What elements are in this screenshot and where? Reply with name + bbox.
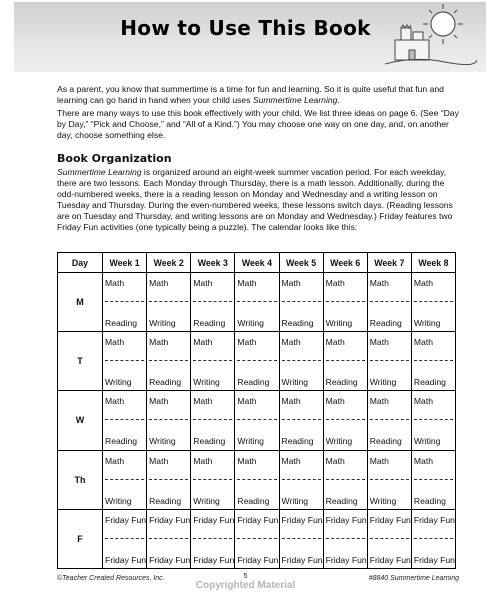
calendar-day-row <box>58 450 456 509</box>
day-label: T <box>58 332 103 391</box>
column-header-week: Week 6 <box>323 253 367 273</box>
first-lesson: Math <box>193 278 213 289</box>
second-lesson: Reading <box>325 495 358 506</box>
calendar-cell <box>411 450 455 509</box>
calendar-cell <box>235 273 279 332</box>
calendar-cell <box>103 450 147 509</box>
calendar-cell <box>147 332 191 391</box>
calendar-day-row <box>58 509 456 568</box>
calendar-cell <box>191 391 235 450</box>
calendar-cell <box>323 450 367 509</box>
column-header-week: Week 5 <box>279 253 323 273</box>
first-lesson: Math <box>369 455 389 466</box>
dashed-divider <box>105 360 144 361</box>
calendar-cell <box>191 509 235 568</box>
first-lesson: Math <box>237 455 257 466</box>
first-lesson: Math <box>281 278 301 289</box>
dashed-divider <box>370 360 409 361</box>
first-lesson: Math <box>237 337 257 348</box>
dashed-divider <box>105 301 144 302</box>
footer-copyright: ©Teacher Created Resources, Inc. <box>57 575 165 582</box>
column-header-week: Week 1 <box>103 253 147 273</box>
second-lesson: Friday Fun <box>105 554 147 565</box>
first-lesson: Friday Fun <box>281 514 323 525</box>
second-lesson: Writing <box>149 436 176 447</box>
second-lesson: Reading <box>369 436 402 447</box>
first-lesson: Math <box>369 396 389 407</box>
calendar-cell <box>323 332 367 391</box>
first-lesson: Friday Fun <box>149 514 191 525</box>
calendar-cell <box>323 509 367 568</box>
dashed-divider <box>237 301 276 302</box>
first-lesson: Math <box>281 455 301 466</box>
calendar-cell <box>103 391 147 450</box>
column-header-week: Week 7 <box>367 253 411 273</box>
calendar-cell <box>367 273 411 332</box>
second-lesson: Friday Fun <box>149 554 191 565</box>
calendar-cell <box>147 509 191 568</box>
calendar-cell <box>235 450 279 509</box>
sandcastle-icon <box>385 25 477 65</box>
first-lesson: Math <box>149 455 169 466</box>
dashed-divider <box>237 419 276 420</box>
dashed-divider <box>414 479 453 480</box>
first-lesson: Math <box>369 337 389 348</box>
second-lesson: Reading <box>149 495 182 506</box>
dashed-divider <box>414 360 453 361</box>
intro-paragraph-2: There are many ways to use this book effectively with your child. We list three ideas on page 6. (See “Day by Day,” “Pick and Choose,” and “All of a Kind.”) You may choose one way on one day, and, on another day, choose something else. <box>57 108 459 140</box>
first-lesson: Math <box>413 396 433 407</box>
sun-icon <box>423 4 463 44</box>
second-lesson: Writing <box>413 318 441 329</box>
dashed-divider <box>282 419 321 420</box>
intro-paragraph-1: As a parent, you know that summertime is a time for fun and learning. So it is quite useful that fun and learning can go hand in hand when your child uses Summertime Learning. <box>57 84 444 105</box>
dashed-divider <box>193 479 232 480</box>
second-lesson: Reading <box>325 377 358 388</box>
second-lesson: Reading <box>369 318 402 329</box>
column-header-week: Week 4 <box>235 253 279 273</box>
column-header-week: Week 8 <box>411 253 455 273</box>
dashed-divider <box>105 479 144 480</box>
dashed-divider <box>282 360 321 361</box>
second-lesson: Reading <box>149 377 182 388</box>
second-lesson: Writing <box>369 495 397 506</box>
second-lesson: Writing <box>193 495 220 506</box>
calendar-cell <box>147 273 191 332</box>
second-lesson: Friday Fun <box>237 554 279 565</box>
second-lesson: Writing <box>281 495 309 506</box>
calendar-cell <box>367 450 411 509</box>
calendar-cell <box>235 391 279 450</box>
sandcastle-sun-illustration <box>385 2 477 68</box>
calendar-cell <box>411 332 455 391</box>
calendar-day-row <box>58 391 456 450</box>
day-label: Th <box>58 450 103 509</box>
first-lesson: Friday Fun <box>413 514 455 525</box>
first-lesson: Math <box>237 278 257 289</box>
calendar-cell <box>367 332 411 391</box>
calendar-cell <box>191 273 235 332</box>
second-lesson: Writing <box>237 436 264 447</box>
calendar-cell <box>103 332 147 391</box>
calendar-cell <box>103 273 147 332</box>
dashed-divider <box>282 538 321 539</box>
calendar-cell <box>367 509 411 568</box>
second-lesson: Writing <box>105 495 132 506</box>
dashed-divider <box>326 419 365 420</box>
dashed-divider <box>149 538 188 539</box>
second-lesson: Reading <box>281 318 314 329</box>
second-lesson: Reading <box>105 436 138 447</box>
calendar-cell <box>103 509 147 568</box>
second-lesson: Reading <box>193 318 226 329</box>
first-lesson: Math <box>413 278 433 289</box>
dashed-divider <box>149 479 188 480</box>
second-lesson: Writing <box>325 318 353 329</box>
page-number: 5 <box>243 573 248 580</box>
first-lesson: Math <box>325 337 345 348</box>
footer-product-code: #8840 Summertime Learning <box>368 575 459 582</box>
first-lesson: Math <box>281 396 301 407</box>
first-lesson: Math <box>105 337 125 348</box>
calendar-cell <box>279 391 323 450</box>
calendar-cell <box>367 391 411 450</box>
dashed-divider <box>326 360 365 361</box>
weekly-calendar-table <box>57 252 456 569</box>
dashed-divider <box>326 301 365 302</box>
first-lesson: Math <box>281 337 301 348</box>
first-lesson: Math <box>325 455 345 466</box>
calendar-cell <box>235 509 279 568</box>
dashed-divider <box>414 301 453 302</box>
first-lesson: Math <box>413 337 433 348</box>
first-lesson: Math <box>369 278 389 289</box>
dashed-divider <box>414 419 453 420</box>
first-lesson: Friday Fun <box>193 514 235 525</box>
second-lesson: Friday Fun <box>369 554 411 565</box>
calendar-day-row <box>58 332 456 391</box>
page-title: How to Use This Book <box>120 16 371 40</box>
first-lesson: Math <box>149 278 169 289</box>
first-lesson: Math <box>149 337 169 348</box>
calendar-cell <box>191 450 235 509</box>
first-lesson: Math <box>325 278 345 289</box>
first-lesson: Math <box>413 455 433 466</box>
dashed-divider <box>193 301 232 302</box>
organization-paragraph: Summertime Learning is organized around an eight-week summer vacation period. For each weekday, there are two lessons. Each Monday through Thursday, there is a math lesson. Additionally, during the odd-numbered weeks, there is a reading lesson on Monday and Wednesday and a writing lesson on Tuesday and Thursday. During the even-numbered weeks, these lessons switch days. (Reading lessons are on Tuesday and Thursday, and writing lessons are on Monday and Wednesday.) Friday features two Friday Fun activities (one typically being a puzzle). The calendar looks like this: <box>57 167 453 232</box>
section-heading-book-organization: Book Organization <box>57 152 172 165</box>
second-lesson: Reading <box>413 377 446 388</box>
first-lesson: Math <box>149 396 169 407</box>
dashed-divider <box>414 538 453 539</box>
second-lesson: Reading <box>281 436 314 447</box>
calendar-day-row <box>58 273 456 332</box>
first-lesson: Friday Fun <box>105 514 147 525</box>
dashed-divider <box>237 538 276 539</box>
calendar-cell <box>323 391 367 450</box>
first-lesson: Math <box>105 278 125 289</box>
dashed-divider <box>237 360 276 361</box>
calendar-cell <box>279 450 323 509</box>
calendar-cell <box>147 450 191 509</box>
dashed-divider <box>149 301 188 302</box>
second-lesson: Reading <box>413 495 446 506</box>
calendar-cell <box>147 391 191 450</box>
second-lesson: Writing <box>325 436 353 447</box>
copyright-watermark: Copyrighted Material <box>195 580 296 591</box>
column-header-day: Day <box>58 253 103 273</box>
first-lesson: Math <box>193 396 213 407</box>
calendar-cell <box>411 509 455 568</box>
second-lesson: Writing <box>281 377 309 388</box>
dashed-divider <box>237 479 276 480</box>
calendar-cell <box>191 332 235 391</box>
dashed-divider <box>193 538 232 539</box>
first-lesson: Math <box>237 396 257 407</box>
day-label: M <box>58 273 103 332</box>
second-lesson: Reading <box>105 318 138 329</box>
dashed-divider <box>193 360 232 361</box>
dashed-divider <box>282 479 321 480</box>
calendar-cell <box>411 391 455 450</box>
calendar-cell <box>279 332 323 391</box>
column-header-week: Week 3 <box>191 253 235 273</box>
first-lesson: Math <box>193 337 213 348</box>
calendar-cell <box>279 509 323 568</box>
dashed-divider <box>282 301 321 302</box>
second-lesson: Friday Fun <box>281 554 323 565</box>
dashed-divider <box>193 419 232 420</box>
dashed-divider <box>370 419 409 420</box>
dashed-divider <box>370 479 409 480</box>
second-lesson: Writing <box>193 377 220 388</box>
dashed-divider <box>105 538 144 539</box>
first-lesson: Friday Fun <box>325 514 367 525</box>
second-lesson: Friday Fun <box>325 554 367 565</box>
second-lesson: Reading <box>237 495 270 506</box>
second-lesson: Writing <box>237 318 264 329</box>
second-lesson: Writing <box>149 318 176 329</box>
calendar-cell <box>279 273 323 332</box>
first-lesson: Friday Fun <box>237 514 279 525</box>
dashed-divider <box>370 301 409 302</box>
second-lesson: Reading <box>237 377 270 388</box>
column-header-week: Week 2 <box>147 253 191 273</box>
first-lesson: Math <box>105 396 125 407</box>
dashed-divider <box>326 538 365 539</box>
calendar-cell <box>235 332 279 391</box>
second-lesson: Writing <box>105 377 132 388</box>
dashed-divider <box>370 538 409 539</box>
calendar-cell <box>411 273 455 332</box>
second-lesson: Reading <box>193 436 226 447</box>
first-lesson: Friday Fun <box>369 514 411 525</box>
second-lesson: Writing <box>413 436 441 447</box>
day-label: W <box>58 391 103 450</box>
second-lesson: Writing <box>369 377 397 388</box>
first-lesson: Math <box>325 396 345 407</box>
first-lesson: Math <box>193 455 213 466</box>
dashed-divider <box>105 419 144 420</box>
dashed-divider <box>149 360 188 361</box>
second-lesson: Friday Fun <box>193 554 235 565</box>
first-lesson: Math <box>105 455 125 466</box>
second-lesson: Friday Fun <box>413 554 455 565</box>
day-label: F <box>58 509 103 568</box>
calendar-cell <box>323 273 367 332</box>
dashed-divider <box>326 479 365 480</box>
dashed-divider <box>149 419 188 420</box>
calendar-header-row <box>58 253 456 273</box>
